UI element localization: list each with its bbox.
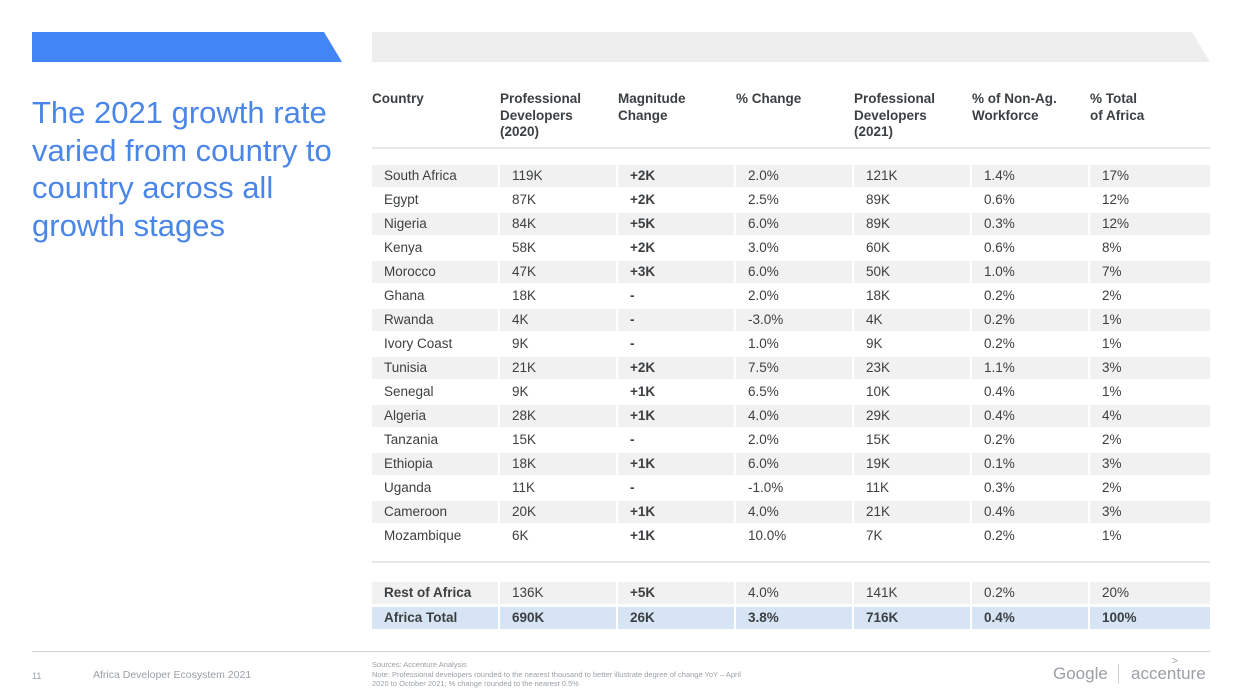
value-cell: 15K bbox=[866, 432, 891, 447]
value-cell: 0.2% bbox=[984, 336, 1015, 351]
country-cell: Cameroon bbox=[372, 501, 498, 523]
value-cell: 0.2% bbox=[984, 288, 1015, 303]
value-cell: - bbox=[618, 309, 734, 331]
value-cell: 6.0% bbox=[736, 213, 852, 235]
table-row bbox=[372, 429, 1210, 451]
value-cell: 4.0% bbox=[736, 501, 852, 523]
value-cell: - bbox=[630, 432, 635, 447]
value-cell: 18K bbox=[512, 288, 537, 303]
value-cell: 47K bbox=[500, 261, 616, 283]
value-cell: 15K bbox=[512, 432, 537, 447]
value-cell: 11K bbox=[866, 480, 890, 495]
value-cell: 29K bbox=[854, 405, 970, 427]
value-cell: 1.4% bbox=[972, 165, 1088, 187]
value-cell: - bbox=[630, 336, 635, 351]
value-cell: 23K bbox=[854, 357, 970, 379]
value-cell: 89K bbox=[854, 213, 970, 235]
value-cell: 28K bbox=[500, 405, 616, 427]
value-cell: 0.4% bbox=[972, 405, 1088, 427]
country-cell: Ivory Coast bbox=[384, 336, 453, 351]
footer-divider bbox=[32, 651, 1210, 652]
value-cell: -3.0% bbox=[736, 309, 852, 331]
value-cell: 141K bbox=[854, 582, 970, 604]
value-cell: 87K bbox=[512, 192, 537, 207]
value-cell: 12% bbox=[1102, 192, 1130, 207]
google-logo: Google bbox=[1053, 664, 1108, 683]
value-cell: 21K bbox=[500, 357, 616, 379]
value-cell: 8% bbox=[1102, 240, 1122, 255]
value-cell: 1% bbox=[1102, 336, 1122, 351]
column-header: Professional Developers (2020) bbox=[500, 91, 582, 139]
country-cell: Tunisia bbox=[372, 357, 498, 379]
value-cell: +1K bbox=[618, 501, 734, 523]
value-cell: 9K bbox=[866, 336, 883, 351]
value-cell: 121K bbox=[854, 165, 970, 187]
value-cell: 2% bbox=[1102, 480, 1122, 495]
sources-text: Sources: Accenture Analysis bbox=[372, 660, 467, 669]
value-cell: 2% bbox=[1102, 432, 1122, 447]
country-cell: Egypt bbox=[384, 192, 419, 207]
value-cell: +2K bbox=[630, 192, 656, 207]
country-cell: Ethiopia bbox=[372, 453, 498, 475]
table-row bbox=[372, 237, 1210, 259]
slide-headline: The 2021 growth rate varied from country to country across all growth stages bbox=[32, 95, 332, 243]
country-cell: Rest of Africa bbox=[372, 582, 498, 604]
value-cell: 136K bbox=[500, 582, 616, 604]
column-header: % Total of Africa bbox=[1090, 91, 1145, 123]
table-row bbox=[372, 165, 1210, 187]
value-cell: 690K bbox=[500, 607, 616, 629]
value-cell: 6.0% bbox=[736, 261, 852, 283]
summary-divider bbox=[372, 561, 1210, 563]
value-cell: 0.2% bbox=[972, 582, 1088, 604]
table-row bbox=[372, 213, 1210, 235]
value-cell: 1% bbox=[1102, 528, 1122, 543]
value-cell: 9K bbox=[512, 384, 529, 399]
value-cell: 89K bbox=[866, 192, 891, 207]
table-row bbox=[372, 381, 1210, 403]
country-cell: Senegal bbox=[384, 384, 434, 399]
value-cell: 21K bbox=[854, 501, 970, 523]
value-cell: 4.0% bbox=[736, 405, 852, 427]
value-cell: +3K bbox=[618, 261, 734, 283]
value-cell: 10.0% bbox=[748, 528, 787, 543]
footnote bbox=[372, 660, 752, 689]
value-cell: +1K bbox=[618, 405, 734, 427]
value-cell: 58K bbox=[512, 240, 537, 255]
value-cell: 2.5% bbox=[748, 192, 779, 207]
table-row bbox=[372, 261, 1210, 283]
value-cell: 0.3% bbox=[972, 213, 1088, 235]
value-cell: 3.0% bbox=[748, 240, 779, 255]
note-text: Note: Professional developers rounded to the nearest thousand to better illustrate degree of change YoY – April 2020 to October 2021; % change rounded to the nearest 0.5% bbox=[372, 669, 741, 688]
value-cell: 19K bbox=[854, 453, 970, 475]
value-cell: 0.4% bbox=[984, 384, 1015, 399]
table-row bbox=[372, 453, 1210, 475]
country-cell: Uganda bbox=[384, 480, 432, 495]
table-row bbox=[372, 189, 1210, 211]
table-row bbox=[372, 309, 1210, 331]
value-cell: 3% bbox=[1090, 501, 1210, 523]
country-cell: Rwanda bbox=[372, 309, 498, 331]
table-header-bar bbox=[372, 32, 1210, 62]
column-header: Professional Developers (2021) bbox=[854, 91, 936, 139]
value-cell: 0.2% bbox=[984, 432, 1015, 447]
accenture-logo: accenture bbox=[1131, 664, 1206, 683]
table-row bbox=[372, 357, 1210, 379]
page-number: 11 bbox=[32, 671, 42, 681]
table-row bbox=[372, 607, 1210, 629]
table-row bbox=[372, 285, 1210, 307]
table-row bbox=[372, 501, 1210, 523]
value-cell: - bbox=[630, 288, 635, 303]
value-cell: 4% bbox=[1090, 405, 1210, 427]
accent-bar bbox=[32, 32, 342, 62]
country-cell: Kenya bbox=[384, 240, 423, 255]
column-header: Country bbox=[372, 91, 424, 106]
value-cell: 0.2% bbox=[984, 528, 1015, 543]
value-cell: +1K bbox=[630, 384, 656, 399]
country-cell: Morocco bbox=[372, 261, 498, 283]
value-cell: 0.1% bbox=[972, 453, 1088, 475]
value-cell: 10K bbox=[866, 384, 891, 399]
value-cell: 0.3% bbox=[984, 480, 1015, 495]
value-cell: 60K bbox=[866, 240, 891, 255]
table-row bbox=[372, 477, 1210, 499]
value-cell: 1.1% bbox=[972, 357, 1088, 379]
table-row bbox=[372, 405, 1210, 427]
value-cell: 18K bbox=[500, 453, 616, 475]
value-cell: 119K bbox=[500, 165, 616, 187]
value-cell: 12% bbox=[1090, 213, 1210, 235]
value-cell: 2.0% bbox=[736, 165, 852, 187]
value-cell: +5K bbox=[618, 213, 734, 235]
value-cell: 2% bbox=[1102, 288, 1122, 303]
accenture-caret-icon: > bbox=[1172, 656, 1178, 667]
value-cell: +2K bbox=[618, 357, 734, 379]
value-cell: 1.0% bbox=[748, 336, 779, 351]
value-cell: 7% bbox=[1090, 261, 1210, 283]
value-cell: 1% bbox=[1102, 384, 1122, 399]
value-cell: 18K bbox=[866, 288, 891, 303]
table-column-headers bbox=[372, 91, 1210, 145]
table-row bbox=[372, 525, 1210, 547]
value-cell: 7.5% bbox=[736, 357, 852, 379]
column-header: % Change bbox=[736, 91, 802, 106]
deck-title: Africa Developer Ecosystem 2021 bbox=[93, 669, 252, 681]
value-cell: 50K bbox=[854, 261, 970, 283]
value-cell: 0.4% bbox=[972, 501, 1088, 523]
value-cell: 84K bbox=[500, 213, 616, 235]
value-cell: +1K bbox=[630, 528, 656, 543]
value-cell: 6.0% bbox=[736, 453, 852, 475]
value-cell: 716K bbox=[854, 607, 970, 629]
value-cell: 3% bbox=[1090, 357, 1210, 379]
value-cell: 7K bbox=[866, 528, 883, 543]
header-divider bbox=[372, 147, 1210, 149]
value-cell: 1% bbox=[1090, 309, 1210, 331]
value-cell: 3% bbox=[1090, 453, 1210, 475]
brand-divider bbox=[1118, 664, 1119, 684]
country-cell: Tanzania bbox=[384, 432, 439, 447]
value-cell: 6K bbox=[512, 528, 529, 543]
value-cell: 17% bbox=[1090, 165, 1210, 187]
table-row bbox=[372, 582, 1210, 604]
country-cell: Mozambique bbox=[384, 528, 462, 543]
value-cell: 0.4% bbox=[972, 607, 1088, 629]
value-cell: 2.0% bbox=[748, 288, 779, 303]
value-cell: 11K bbox=[512, 480, 536, 495]
value-cell: 4.0% bbox=[736, 582, 852, 604]
value-cell: 0.2% bbox=[972, 309, 1088, 331]
value-cell: 0.6% bbox=[984, 240, 1015, 255]
value-cell: 2.0% bbox=[748, 432, 779, 447]
value-cell: 20K bbox=[500, 501, 616, 523]
country-cell: Ghana bbox=[384, 288, 425, 303]
value-cell: 26K bbox=[618, 607, 734, 629]
value-cell: 1.0% bbox=[972, 261, 1088, 283]
value-cell: 20% bbox=[1090, 582, 1210, 604]
country-cell: Algeria bbox=[372, 405, 498, 427]
value-cell: - bbox=[630, 480, 635, 495]
table-row bbox=[372, 333, 1210, 355]
value-cell: 3.8% bbox=[736, 607, 852, 629]
value-cell: 6.5% bbox=[748, 384, 779, 399]
value-cell: 4K bbox=[500, 309, 616, 331]
value-cell: -1.0% bbox=[748, 480, 784, 495]
value-cell: 0.6% bbox=[984, 192, 1015, 207]
column-header: Magnitude Change bbox=[618, 91, 686, 123]
value-cell: 100% bbox=[1090, 607, 1210, 629]
country-cell: Africa Total bbox=[372, 607, 498, 629]
value-cell: +5K bbox=[618, 582, 734, 604]
column-header: % of Non-Ag. Workforce bbox=[972, 91, 1057, 123]
value-cell: +2K bbox=[618, 165, 734, 187]
value-cell: +1K bbox=[618, 453, 734, 475]
country-cell: Nigeria bbox=[372, 213, 498, 235]
value-cell: 4K bbox=[854, 309, 970, 331]
value-cell: 9K bbox=[512, 336, 529, 351]
value-cell: +2K bbox=[630, 240, 656, 255]
country-cell: South Africa bbox=[372, 165, 498, 187]
